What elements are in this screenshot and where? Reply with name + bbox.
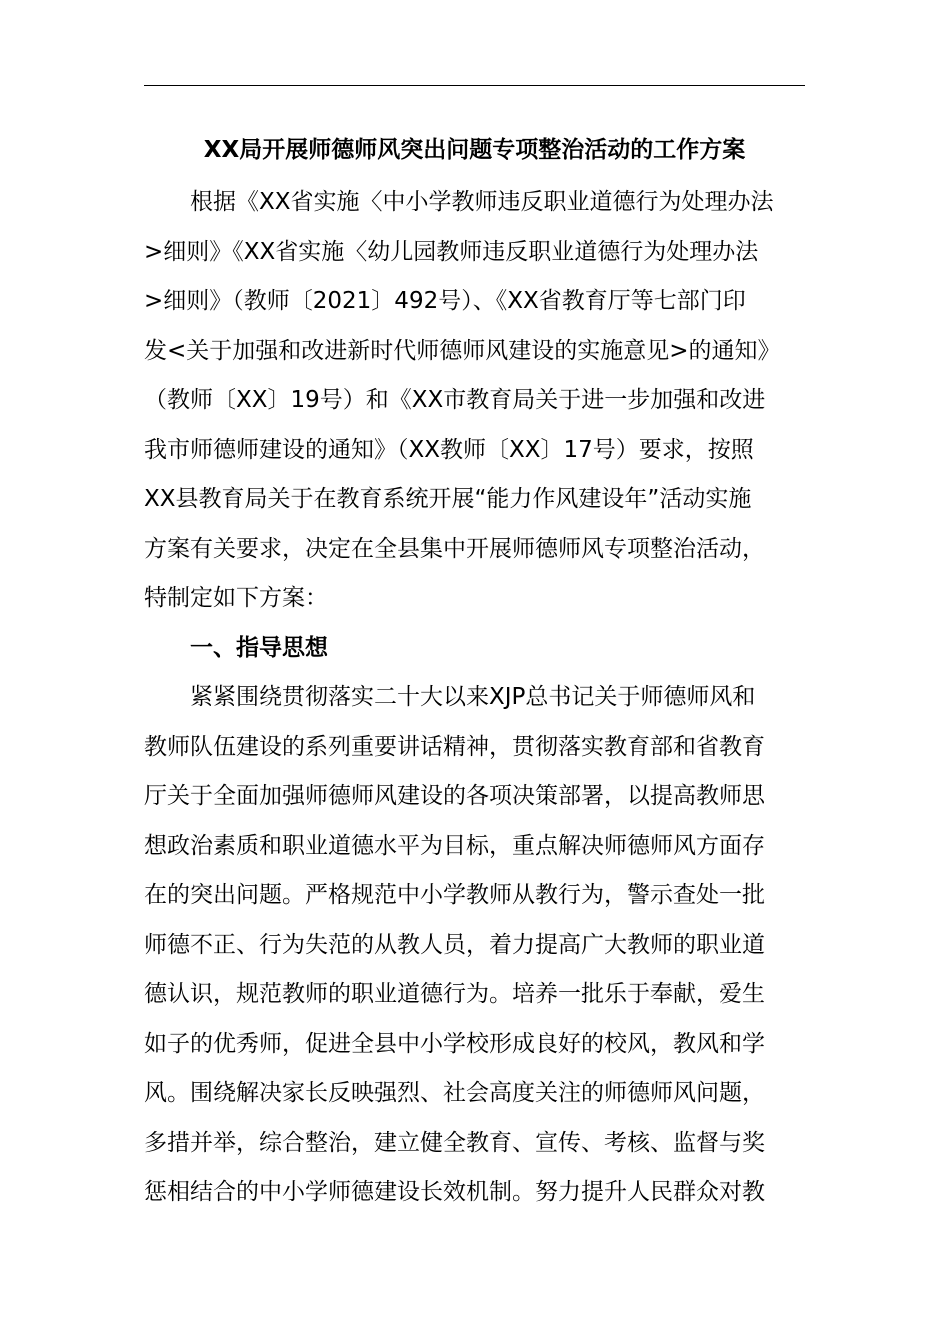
paragraph-line: 德认识，规范教师的职业道德行为。培养一批乐于奉献，爱生 <box>144 981 765 1007</box>
paragraph-line: 根据《XX省实施〈中小学教师违反职业道德行为处理办法 <box>190 189 774 215</box>
paragraph-line: 在的突出问题。严格规范中小学教师从教行为，警示查处一批 <box>144 882 765 908</box>
paragraph-line: 紧紧围绕贯彻落实二十大以来XJP总书记关于师德师风和 <box>190 684 756 710</box>
paragraph-line: 我市师德师建设的通知》（XX教师〔XX〕17号）要求，按照 <box>144 436 754 463</box>
paragraph-line: 特制定如下方案： <box>144 585 328 611</box>
paragraph-line: 惩相结合的中小学师德建设长效机制。努力提升人民群众对教 <box>144 1179 765 1205</box>
paragraph-line: 方案有关要求，决定在全县集中开展师德师风专项整治活动， <box>144 535 765 562</box>
paragraph-line: XX县教育局关于在教育系统开展“能力作风建设年”活动实施 <box>144 486 752 512</box>
paragraph-line: >细则》（教师〔2021〕492号）、《XX省教育厅等七部门印 <box>144 288 746 314</box>
paragraph-line: 多措并举，综合整治，建立健全教育、宣传、考核、监督与奖 <box>144 1129 765 1156</box>
paragraph-line: 风。围绕解决家长反映强烈、社会高度关注的师德师风问题， <box>144 1080 765 1106</box>
paragraph-line: 教师队伍建设的系列重要讲话精神，贯彻落实教育部和省教育 <box>144 733 765 760</box>
paragraph-line: 厅关于全面加强师德师风建设的各项决策部署，以提高教师思 <box>144 783 765 809</box>
document-body <box>144 130 805 1218</box>
paragraph-line: 师德不正、行为失范的从教人员，着力提高广大教师的职业道 <box>144 931 765 958</box>
paragraph-line: 想政治素质和职业道德水平为目标，重点解决师德师风方面存 <box>144 832 765 859</box>
header-rule <box>144 85 805 86</box>
paragraph-line: 如子的优秀师，促进全县中小学校形成良好的校风，教风和学 <box>144 1030 765 1057</box>
section-heading: 一、指导思想 <box>190 634 328 661</box>
paragraph-line: >细则》《XX省实施〈幼儿园教师违反职业道德行为处理办法 <box>144 238 759 265</box>
document-title: XX局开展师德师风突出问题专项整治活动的工作方案 <box>203 137 746 163</box>
paragraph-line: 发<关于加强和改进新时代师德师风建设的实施意见>的通知》 <box>144 337 781 364</box>
paragraph-line: （教师〔XX〕19号）和《XX市教育局关于进一步加强和改进 <box>144 387 766 413</box>
